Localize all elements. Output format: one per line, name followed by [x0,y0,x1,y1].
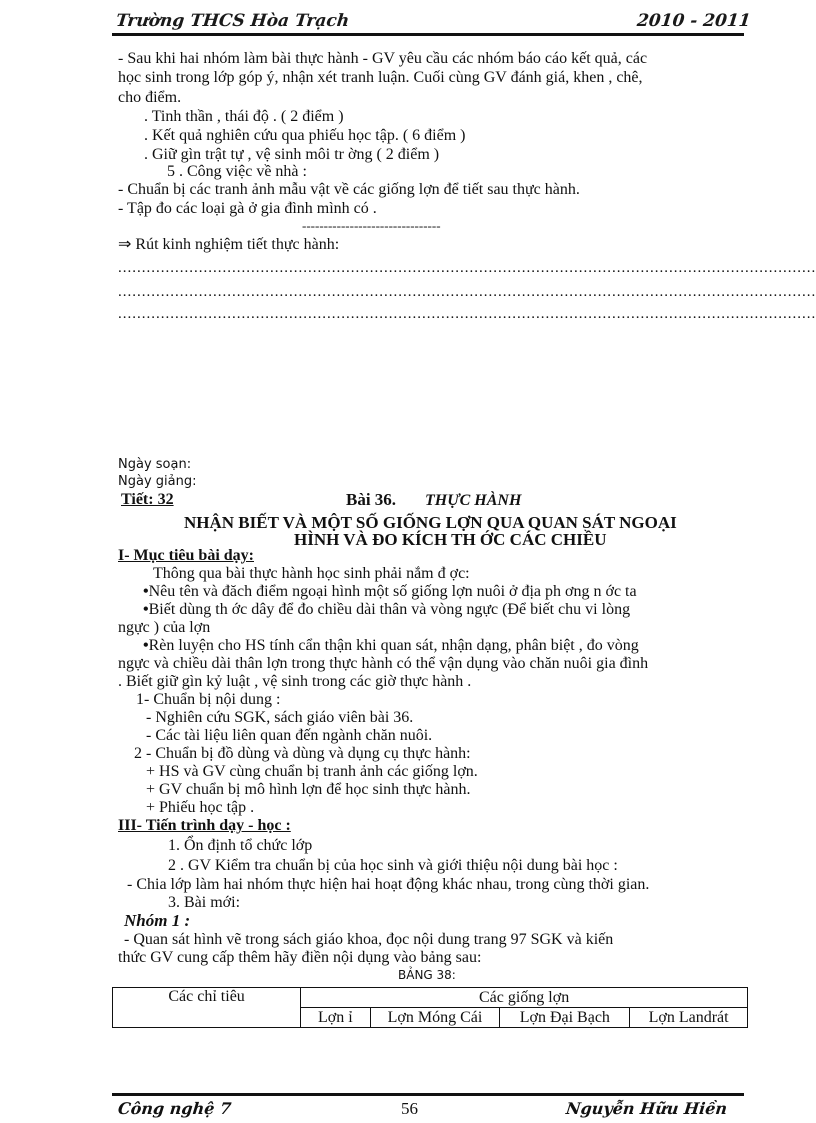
bullet-item [143,583,637,601]
homework-item: - Tập đo các loại gà ở gia đình mình có . [118,200,377,217]
header-year: 2010 - 2011 [635,11,752,31]
paragraph-line: cho điểm. [118,89,182,106]
homework-item: - Chuẩn bị các tranh ảnh mẫu vật về các giống lợn để tiết sau thực hành. [118,181,580,198]
bullet-text: Rèn luyện cho HS tính cẩn thận khi quan sát, nhận dạng, phân biệt , đo vòng [148,637,639,654]
step-item: 3. Bài mới: [168,894,241,911]
bullet-item [143,601,630,619]
bullet-icon: • [143,583,149,600]
header-rule [112,33,744,36]
homework-title: 5 . Công việc về nhà : [167,163,307,180]
prep-item: - Nghiên cứu SGK, sách giáo viên bài 36. [146,709,414,726]
section-muc-tieu: I- Mục tiêu bài dạy: [118,547,254,564]
breed-header: Lợn Móng Cái [370,1008,500,1028]
footer-subject: Công nghệ 7 [117,1099,233,1118]
breed-header: Lợn Landrát [630,1008,748,1028]
bullet-continuation: ngực ) của lợn [118,619,211,636]
lesson-number: Bài 36. [346,490,397,509]
prep-item: + HS và GV cùng chuẩn bị tranh ảnh các giống lợn. [146,763,478,780]
task-line: thức GV cung cấp thêm hãy điền nội dụng vào bảng sau: [118,949,482,966]
bullet-text: Nêu tên và đăch điểm ngoại hình một số giống lợn nuôi ở địa ph ơng n ớc ta [148,583,637,600]
prep-heading: 2 - Chuẩn bị đồ dùng và dùng và dụng cụ thực hành: [134,745,471,762]
header-school: Trường THCS Hòa Trạch [114,11,351,31]
paragraph-line: - Sau khi hai nhóm làm bài thực hành - GV yêu cầu các nhóm báo cáo kết quả, các [118,50,648,67]
step-item: 2 . GV Kiểm tra chuẩn bị của học sinh và giới thiệu nội dung bài học : [168,857,618,874]
experience-label: Rút kinh nghiệm tiết thực hành: [135,236,340,253]
tiet-label: Tiết: 32 [121,491,174,508]
prep-item: + Phiếu học tập . [146,799,255,816]
prep-item: - Các tài liệu liên quan đến ngành chăn nuôi. [146,727,433,744]
dotted-line: ................................................................................................................................................... [118,260,816,276]
criteria-item: . Tinh thần , thái độ . ( 2 điểm ) [144,108,344,125]
bullet-icon: • [143,601,149,618]
breed-header: Lợn ỉ [301,1008,370,1028]
separator: -------------------------------- [302,218,441,233]
bullet-text: Biết dùng th ớc dây để đo chiều dài thân và vòng ngực (Để biết chu vi lòng [148,601,631,618]
dotted-line: ................................................................................................................................................... [118,284,816,300]
footer-author: Nguyễn Hữu Hiền [565,1099,729,1118]
ngay-soan: Ngày soạn: [118,457,192,472]
lesson-type: THỰC HÀNH [425,492,522,509]
footer-rule [112,1093,744,1096]
step-detail: - Chia lớp làm hai nhóm thực hiện hai hoạt động khác nhau, trong cùng thời gian. [127,876,650,893]
header-criteria: Các chỉ tiêu [113,988,301,1028]
criteria-item: . Kết quả nghiên cứu qua phiếu học tập. ( 6 điểm ) [144,127,466,144]
bullet-continuation: . Biết giữ gìn kỷ luật , vệ sinh trong các giờ thực hành . [118,673,472,690]
lesson-title-line2: HÌNH VÀ ĐO KÍCH TH ỚC CÁC CHIỀU [294,530,607,549]
bullet-continuation: ngực và chiều dài thân lợn trong thực hành có thể vận dụng vào chăn nuôi gia đình [118,655,649,672]
header-breeds: Các giống lợn [301,988,748,1008]
table-caption: BẢNG 38: [398,968,456,982]
page-number: 56 [401,1099,418,1118]
objectives-intro: Thông qua bài thực hành học sinh phải nắm đ ợc: [153,565,470,582]
group-heading: Nhóm 1 : [124,911,191,930]
prep-item: + GV chuẩn bị mô hình lợn để học sinh thực hành. [146,781,471,798]
section-tien-trinh: III- Tiến trình dạy - học : [118,817,291,834]
paragraph-line: học sinh trong lớp góp ý, nhận xét tranh luận. Cuối cùng GV đánh giá, khen , chê, [118,69,643,86]
breed-header: Lợn Đại Bạch [500,1008,630,1028]
ngay-giang: Ngày giảng: [118,474,197,489]
bullet-icon: • [143,637,149,654]
breeds-table [112,987,748,1028]
criteria-item: . Giữ gìn trật tự , vệ sinh môi tr ờng ( 2 điểm ) [144,146,440,163]
bullet-item [143,637,639,655]
prep-heading: 1- Chuẩn bị nội dung : [136,691,281,708]
dotted-line: ................................................................................................................................................... [118,306,816,322]
lesson-title-line1: NHẬN BIẾT VÀ MỘT SỐ GIỐNG LỢN QUA QUAN SÁT NGOẠI [184,513,677,532]
step-item: 1. Ổn định tổ chức lớp [168,837,313,854]
arrow-right-icon: ⇒ [118,236,132,253]
experience-row [118,236,339,254]
task-line: - Quan sát hình vẽ trong sách giáo khoa, đọc nội dung trang 97 SGK và kiến [124,931,614,948]
